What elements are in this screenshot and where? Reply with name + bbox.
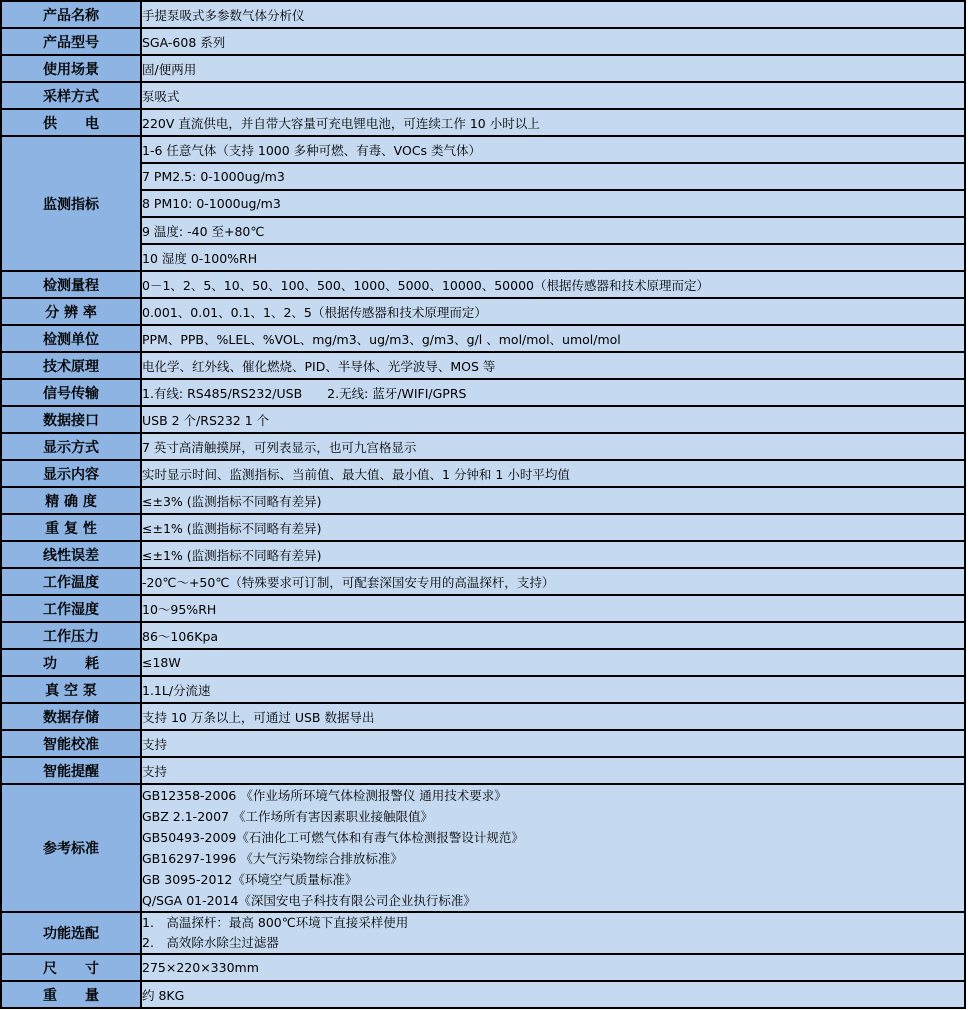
spec-label-cell: 显示内容 xyxy=(1,460,141,487)
spec-row xyxy=(1,541,965,568)
spec-value-cell: ≤18W xyxy=(141,649,965,676)
spec-value-cell: 220V 直流供电，并自带大容量可充电锂电池，可连续工作 10 小时以上 xyxy=(141,109,965,136)
spec-row xyxy=(1,433,965,460)
spec-label-cell: 分 辨 率 xyxy=(1,298,141,325)
spec-value-line: GB12358-2006 《作业场所环境气体检测报警仪 通用技术要求》 xyxy=(142,788,507,803)
spec-label-cell: 工作压力 xyxy=(1,622,141,649)
spec-row xyxy=(1,379,965,406)
spec-row xyxy=(1,109,965,136)
spec-row xyxy=(1,568,965,595)
spec-row xyxy=(1,622,965,649)
spec-value-cell: ≤±1% (监测指标不同略有差异) xyxy=(141,514,965,541)
spec-value-cell: -20℃～+50℃（特殊要求可订制，可配套深国安专用的高温探杆，支持） xyxy=(141,568,965,595)
spec-value-cell: ≤±1% (监测指标不同略有差异) xyxy=(141,541,965,568)
spec-value-cell: 10～95%RH xyxy=(141,595,965,622)
spec-row xyxy=(1,406,965,433)
spec-value-cell: 10 湿度 0-100%RH xyxy=(141,244,965,271)
spec-value-cell: 实时显示时间、监测指标、当前值、最大值、最小值、1 分钟和 1 小时平均值 xyxy=(141,460,965,487)
spec-label-cell: 采样方式 xyxy=(1,82,141,109)
spec-row xyxy=(1,981,965,1008)
spec-label-cell: 数据存储 xyxy=(1,703,141,730)
spec-label-cell: 监测指标 xyxy=(1,136,141,271)
spec-label-cell: 数据接口 xyxy=(1,406,141,433)
spec-row xyxy=(1,784,965,912)
spec-label-cell: 工作温度 xyxy=(1,568,141,595)
spec-value-cell: ≤±3% (监测指标不同略有差异) xyxy=(141,487,965,514)
spec-row xyxy=(1,55,965,82)
spec-label-cell: 线性误差 xyxy=(1,541,141,568)
spec-row xyxy=(1,82,965,109)
spec-row xyxy=(1,912,965,954)
spec-value-line: GB16297-1996 《大气污染物综合排放标准》 xyxy=(142,851,403,866)
spec-label-cell: 重 量 xyxy=(1,981,141,1008)
spec-row xyxy=(1,28,965,55)
spec-value-line: GB50493-2009《石油化工可燃气体和有毒气体检测报警设计规范》 xyxy=(142,830,524,845)
spec-label-cell: 检测量程 xyxy=(1,271,141,298)
spec-value-cell: 0.001、0.01、0.1、1、2、5（根据传感器和技术原理而定） xyxy=(141,298,965,325)
spec-row xyxy=(1,676,965,703)
spec-value-line: GBZ 2.1-2007 《工作场所有害因素职业接触限值》 xyxy=(142,809,433,824)
spec-value-cell: USB 2 个/RS232 1 个 xyxy=(141,406,965,433)
spec-row xyxy=(1,217,965,244)
spec-row xyxy=(1,136,965,163)
spec-table-body xyxy=(1,1,965,1008)
spec-value-cell: 1.1L/分流速 xyxy=(141,676,965,703)
spec-row xyxy=(1,163,965,190)
spec-label-cell: 供 电 xyxy=(1,109,141,136)
spec-label-cell: 信号传输 xyxy=(1,379,141,406)
spec-row xyxy=(1,1,965,28)
spec-label-cell: 尺 寸 xyxy=(1,954,141,981)
spec-value-cell: 8 PM10: 0-1000ug/m3 xyxy=(141,190,965,217)
spec-value-cell: 0－1、2、5、10、50、100、500、1000、5000、10000、50000（根据传感器和技术原理而定） xyxy=(141,271,965,298)
spec-value-cell: 手提泵吸式多参数气体分析仪 xyxy=(141,1,965,28)
spec-row xyxy=(1,703,965,730)
spec-value-cell: SGA-608 系列 xyxy=(141,28,965,55)
spec-row xyxy=(1,649,965,676)
spec-row xyxy=(1,595,965,622)
spec-value-cell: 7 英寸高清触摸屏，可列表显示，也可九宫格显示 xyxy=(141,433,965,460)
spec-label-cell: 功 耗 xyxy=(1,649,141,676)
spec-value-cell: 1-6 任意气体（支持 1000 多种可燃、有毒、VOCs 类气体） xyxy=(141,136,965,163)
spec-value-cell: 支持 10 万条以上，可通过 USB 数据导出 xyxy=(141,703,965,730)
spec-row xyxy=(1,298,965,325)
spec-value-line: GB 3095-2012《环境空气质量标准》 xyxy=(142,872,358,887)
spec-value-cell: PPM、PPB、%LEL、%VOL、mg/m3、ug/m3、g/m3、g/l 、mol/mol、umol/mol xyxy=(141,325,965,352)
spec-value-cell xyxy=(141,912,965,954)
spec-label-cell: 精 确 度 xyxy=(1,487,141,514)
spec-row xyxy=(1,757,965,784)
spec-label-cell: 重 复 性 xyxy=(1,514,141,541)
spec-row xyxy=(1,514,965,541)
spec-value-cell: 电化学、红外线、催化燃烧、PID、半导体、光学波导、MOS 等 xyxy=(141,352,965,379)
spec-value-cell: 9 温度: -40 至+80℃ xyxy=(141,217,965,244)
spec-row xyxy=(1,730,965,757)
spec-value-cell: 7 PM2.5: 0-1000ug/m3 xyxy=(141,163,965,190)
spec-value-line: 1. 高温探杆：最高 800℃环境下直接采样使用 xyxy=(142,915,409,930)
spec-value-cell: 约 8KG xyxy=(141,981,965,1008)
spec-value-cell: 86～106Kpa xyxy=(141,622,965,649)
spec-row xyxy=(1,954,965,981)
spec-row xyxy=(1,352,965,379)
spec-label-cell: 智能校准 xyxy=(1,730,141,757)
spec-row xyxy=(1,244,965,271)
spec-label-cell: 显示方式 xyxy=(1,433,141,460)
spec-value-cell: 支持 xyxy=(141,757,965,784)
spec-label-cell: 参考标准 xyxy=(1,784,141,912)
spec-label-cell: 工作湿度 xyxy=(1,595,141,622)
spec-label-cell: 产品名称 xyxy=(1,1,141,28)
spec-value-cell: 泵吸式 xyxy=(141,82,965,109)
spec-value-cell xyxy=(141,784,965,912)
spec-label-cell: 产品型号 xyxy=(1,28,141,55)
spec-label-cell: 真 空 泵 xyxy=(1,676,141,703)
spec-value-cell: 固/便两用 xyxy=(141,55,965,82)
spec-label-cell: 检测单位 xyxy=(1,325,141,352)
spec-label-cell: 使用场景 xyxy=(1,55,141,82)
spec-label-cell: 智能提醒 xyxy=(1,757,141,784)
spec-row xyxy=(1,460,965,487)
spec-value-cell: 支持 xyxy=(141,730,965,757)
spec-value-cell: 1.有线: RS485/RS232/USB 2.无线: 蓝牙/WIFI/GPRS xyxy=(141,379,965,406)
spec-value-cell: 275×220×330mm xyxy=(141,954,965,981)
spec-row xyxy=(1,271,965,298)
spec-label-cell: 功能选配 xyxy=(1,912,141,954)
spec-label-cell: 技术原理 xyxy=(1,352,141,379)
spec-row xyxy=(1,190,965,217)
spec-value-line: Q/SGA 01-2014《深国安电子科技有限公司企业执行标准》 xyxy=(142,893,476,908)
spec-value-line: 2. 高效除水除尘过滤器 xyxy=(142,935,279,950)
spec-row xyxy=(1,325,965,352)
spec-row xyxy=(1,487,965,514)
